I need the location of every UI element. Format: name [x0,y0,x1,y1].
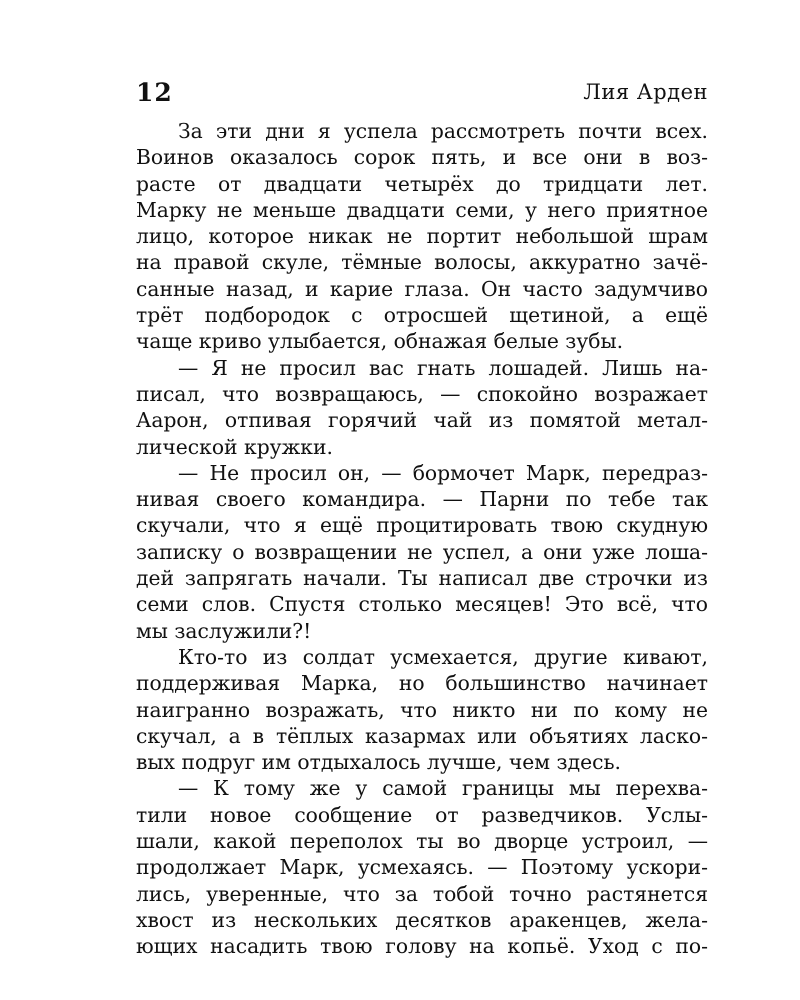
paragraph-line: наигранно возражать, что никто ни по кому не [136,697,708,722]
paragraph-line: лись, уверенные, что за тобой точно растянется [136,881,708,906]
paragraph-line: — Я не просил вас гнать лошадей. Лишь на- [178,355,708,380]
paragraph-line: чаще криво улыбается, обнажая белые зубы. [136,329,624,354]
paragraph-line: дей запрягать начали. Ты написал две строчки из [136,566,708,591]
paragraph-line: За эти дни я успела рассмотреть почти всех. [178,119,708,143]
body-text [136,118,708,960]
paragraph-line: вых подруг им отдыхалось лучше, чем здесь. [136,750,621,775]
paragraph-line: на правой скуле, тёмные волосы, аккуратно зачё- [136,250,708,275]
paragraph-line: санные назад, и карие глаза. Он часто задумчиво [136,276,708,301]
paragraph-line: продолжает Марк, усмехаясь. — Поэтому ускори- [136,855,708,880]
paragraph-line: Кто-то из солдат усмехается, другие кивают, [178,644,708,669]
paragraph-line: мы заслужили?! [136,618,312,643]
paragraph-line: записку о возвращении не успел, а они уже лоша- [136,539,708,564]
paragraph-line: нивая своего командира. — Парни по тебе так [136,487,708,512]
paragraph-line: скучали, что я ещё процитировать твою скудную [136,513,708,538]
paragraph-line: — К тому же у самой границы мы перехва- [178,776,708,801]
paragraph-line: хвост из нескольких десятков аракенцев, жела- [136,907,708,932]
paragraph-line: тили новое сообщение от разведчиков. Услы- [136,802,708,827]
page-number: 12 [136,78,173,107]
paragraph-line: семи слов. Спустя столько месяцев! Это всё, что [136,592,708,617]
paragraph-line: расте от двадцати четырёх до тридцати лет. [136,171,708,196]
paragraph-line: шали, какой переполох ты во дворце устроил, — [136,829,708,854]
running-title-author: Лия Арден [583,80,708,104]
paragraph-line: скучал, а в тёплых казармах или объятиях ласко- [136,723,708,748]
paragraph-line: Аарон, отпивая горячий чай из помятой метал- [136,408,708,433]
paragraph-line: Воинов оказалось сорок пять, и все они в воз- [136,145,708,170]
paragraph-line: ющих насадить твою голову на копьё. Уход с по- [136,934,708,959]
paragraph-line: поддерживая Марка, но большинство начинает [136,671,708,696]
paragraph-line: — Не просил он, — бормочет Марк, передраз- [178,460,708,485]
paragraph-line: писал, что возвращаюсь, — спокойно возражает [136,381,708,406]
paragraph-line: трёт подбородок с отросшей щетиной, а ещё [136,303,708,328]
paragraph-line: лицо, которое никак не портит небольшой шрам [136,224,708,249]
paragraph-line: Марку не меньше двадцати семи, у него приятное [136,197,708,222]
paragraph-line: лической кружки. [136,434,333,459]
page-header [136,78,708,112]
